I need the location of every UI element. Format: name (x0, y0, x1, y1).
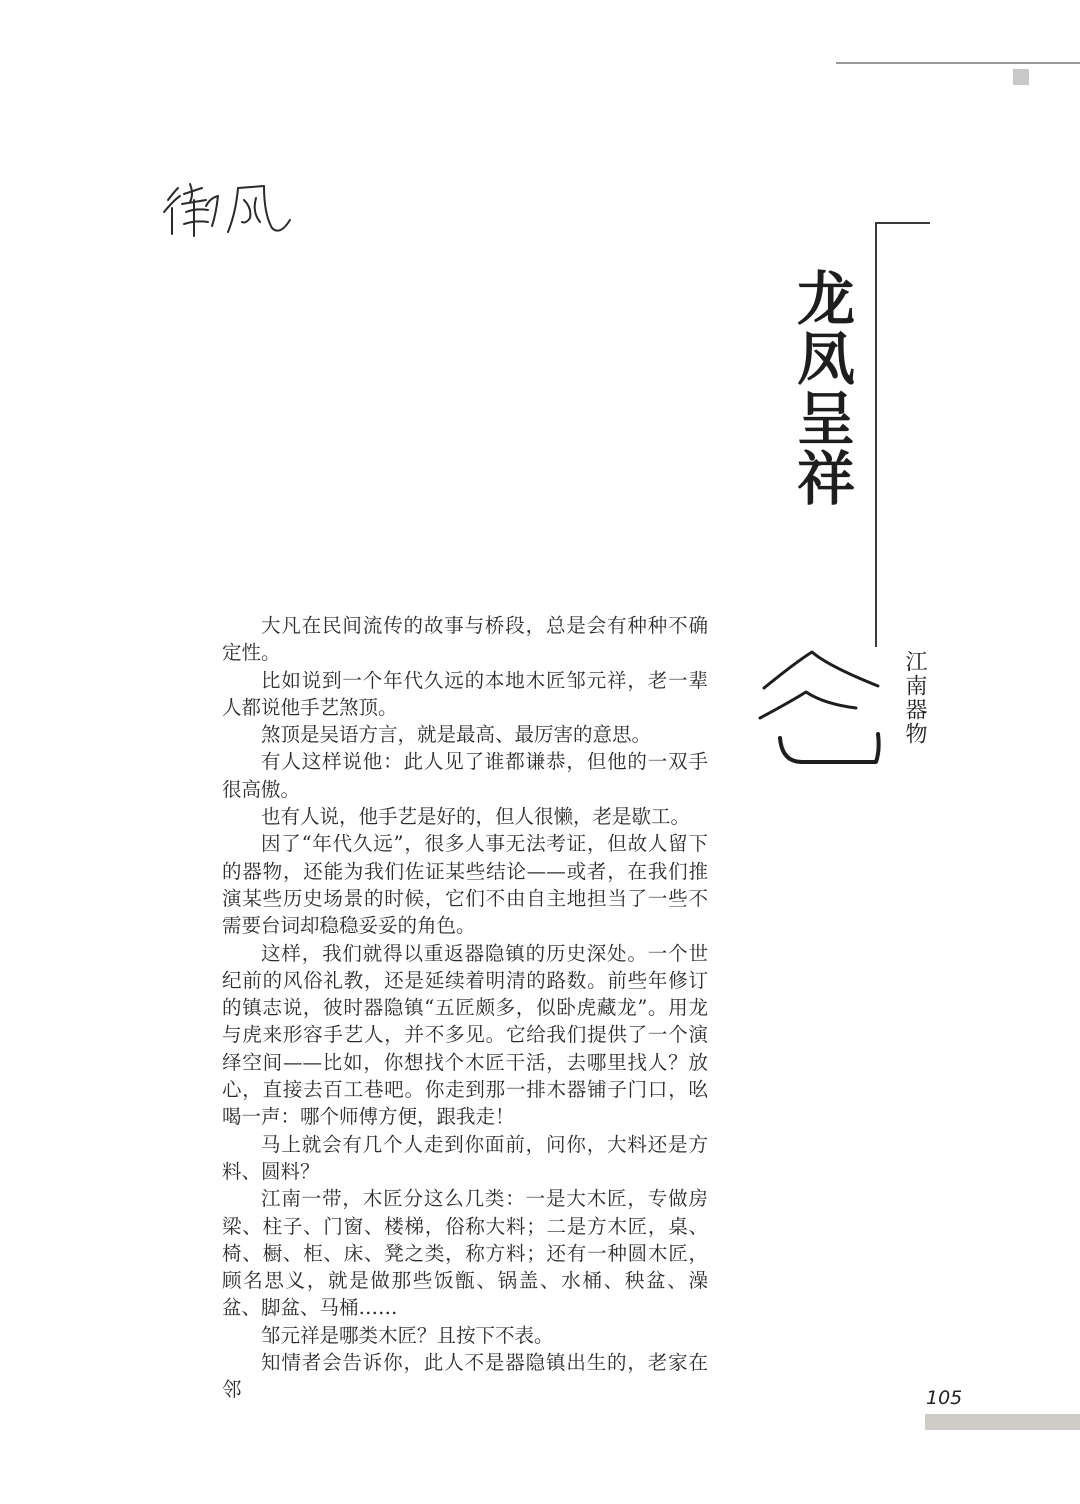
paragraph: 这样，我们就得以重返器隐镇的历史深处。一个世纪前的风俗礼教，还是延续着明清的路数。前些年修订的镇志说，彼时器隐镇“五匠颇多，似卧虎藏龙”。用龙与虎来形容手艺人，并不多见。它给我们提供了一个演绎空间——比如，你想找个木匠干活，去哪里找人？放心，直接去百工巷吧。你走到那一排木器铺子门口，吆喝一声：哪个师傅方便，跟我走！ (222, 941, 708, 1129)
article-title: 龙凤呈祥 (787, 268, 855, 508)
paragraph: 大凡在民间流传的故事与桥段，总是会有种种不确定性。 (222, 614, 708, 665)
title-frame-top (875, 222, 930, 224)
title-frame-side (875, 222, 877, 647)
section-logo-icon (756, 646, 886, 771)
section-label: 江南器物 (902, 650, 927, 746)
page-number: 105 (926, 1387, 963, 1409)
paragraph: 比如说到一个年代久远的本地木匠邹元祥，老一辈人都说他手艺煞顶。 (222, 668, 708, 719)
paragraph: 因了“年代久远”，很多人事无法考证，但故人留下的器物，还能为我们佐证某些结论——或者，在我们推演某些历史场景的时候，它们不由自主地担当了一些不需要台词却稳稳妥妥的角色。 (222, 832, 708, 938)
header-rule (836, 62, 1080, 64)
paragraph: 江南一带，木匠分这么几类：一是大木匠，专做房梁、柱子、门窗、楼梯，俗称大料；二是方木匠，桌、椅、橱、柜、床、凳之类，称方料；还有一种圆木匠，顾名思义，就是做那些饭甑、锅盖、水桶、秧盆、澡盆、脚盆、马桶…… (222, 1187, 708, 1320)
paragraph: 煞顶是吴语方言，就是最高、最厉害的意思。 (261, 723, 652, 747)
header-square-mark (1013, 69, 1029, 85)
paragraph: 马上就会有几个人走到你面前，问你，大料还是方料、圆料？ (222, 1132, 708, 1183)
paragraph: 也有人说，他手艺是好的，但人很懒，老是歇工。 (261, 805, 691, 829)
paragraph: 知情者会告诉你，此人不是器隐镇出生的，老家在邻 (222, 1351, 708, 1402)
paragraph: 有人这样说他：此人见了谁都谦恭，但他的一双手很高傲。 (222, 750, 708, 801)
paragraph: 邹元祥是哪类木匠？且按下不表。 (261, 1323, 554, 1347)
footer-bar (925, 1414, 1080, 1430)
author-signature (160, 178, 295, 240)
article-body (222, 612, 708, 1404)
